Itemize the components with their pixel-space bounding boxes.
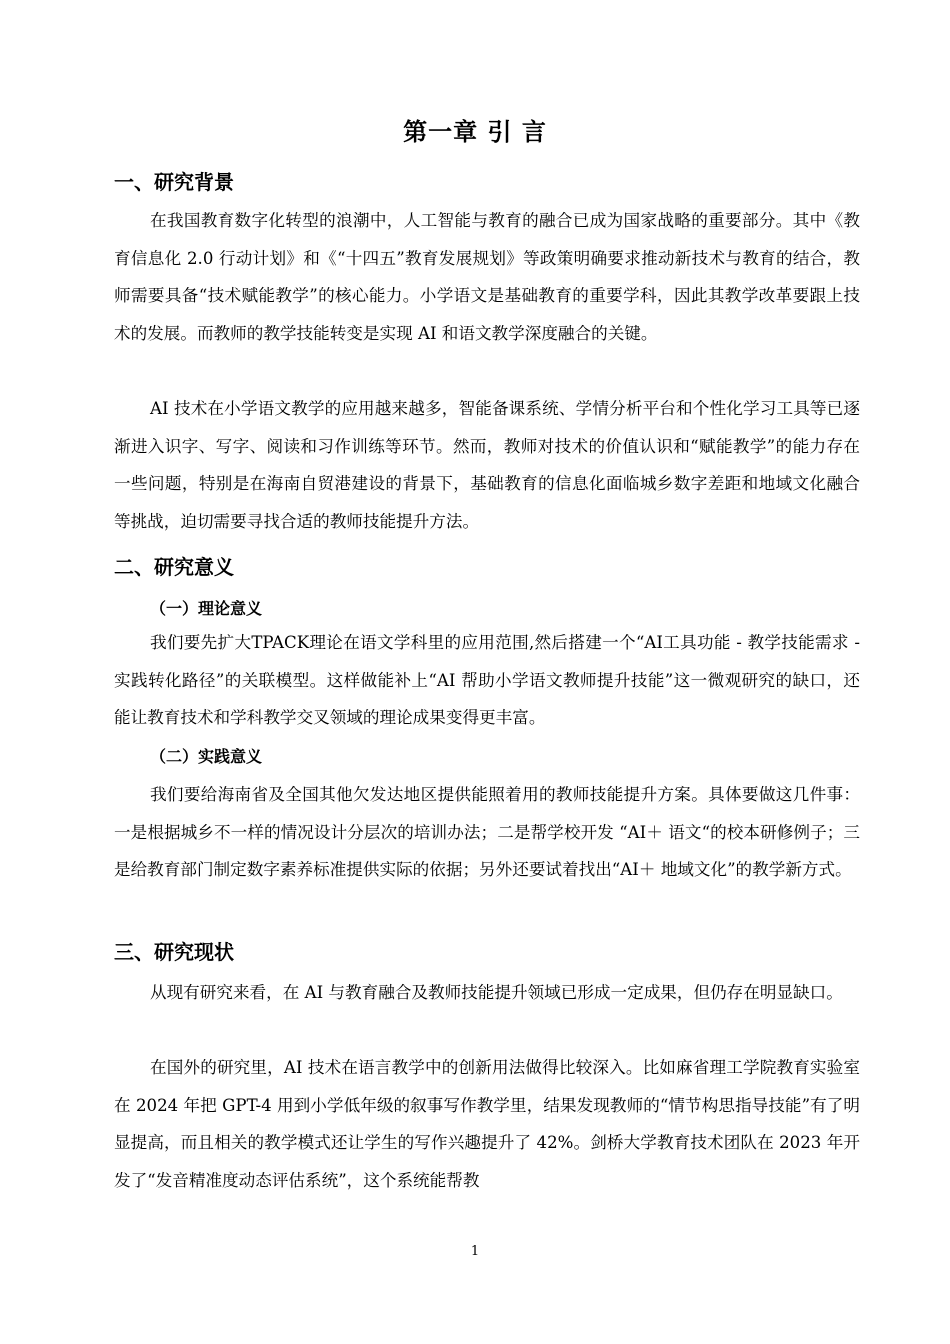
paragraph: 在我国教育数字化转型的浪潮中，人工智能与教育的融合已成为国家战略的重要部分。其中《教育信息化 2.0 行动计划》和《“十四五”教育发展规划》等政策明确要求推动新技术与教育的结合，教师需要具备“技术赋能教学”的核心能力。小学语文是基础教育的重要学科，因此其教学改革要跟上技术的发展。而教师的教学技能转变是实现 AI 和语文教学深度融合的关键。 <box>114 211 860 343</box>
paragraph: 我们要给海南省及全国其他欠发达地区提供能照着用的教师技能提升方案。具体要做这几件事：一是根据城乡不一样的情况设计分层次的培训办法；二是帮学校开发 “AI＋ 语文“的校本研修例子；三是给教育部门制定数字素养标准提供实际的依据；另外还要试着找出“AI＋ 地域文化”的教学新方式。 <box>114 785 860 879</box>
paragraph: 在国外的研究里，AI 技术在语言教学中的创新用法做得比较深入。比如麻省理工学院教育实验室在 2024 年把 GPT-4 用到小学低年级的叙事写作教学里，结果发现教师的“情节构思指导技能”有了明显提高，而且相关的教学模式还让学生的写作兴趣提升了 42%。剑桥大学教育技术团队在 2023 年开发了“发音精准度动态评估系统”，这个系统能帮教 <box>114 1058 860 1190</box>
section-heading-status: 三、研究现状 <box>114 940 234 964</box>
paragraph: AI 技术在小学语文教学的应用越来越多，智能备课系统、学情分析平台和个性化学习工具等已逐渐进入识字、写字、阅读和习作训练等环节。然而，教师对技术的价值认识和“赋能教学”的能力存在一些问题，特别是在海南自贸港建设的背景下，基础教育的信息化面临城乡数字差距和地域文化融合等挑战，迫切需要寻找合适的教师技能提升方法。 <box>114 399 860 531</box>
section-heading-background: 一、研究背景 <box>114 170 234 194</box>
subsection-heading-theory: （一）理论意义 <box>150 599 263 618</box>
paragraph: 我们要先扩大TPACK理论在语文学科里的应用范围,然后搭建一个“AI工具功能 - 教学技能需求 - 实践转化路径”的关联模型。这样做能补上“AI 帮助小学语文教师提升技能”这一微观研究的缺口，还能让教育技术和学科教学交叉领域的理论成果变得更丰富。 <box>114 633 860 727</box>
page-number: 1 <box>470 1244 480 1259</box>
paragraph: 从现有研究来看，在 AI 与教育融合及教师技能提升领域已形成一定成果，但仍存在明显缺口。 <box>150 983 843 1002</box>
chapter-title: 第一章 引 言 <box>403 118 547 146</box>
subsection-heading-practice: （二）实践意义 <box>150 747 263 766</box>
section-heading-significance: 二、研究意义 <box>114 555 234 579</box>
